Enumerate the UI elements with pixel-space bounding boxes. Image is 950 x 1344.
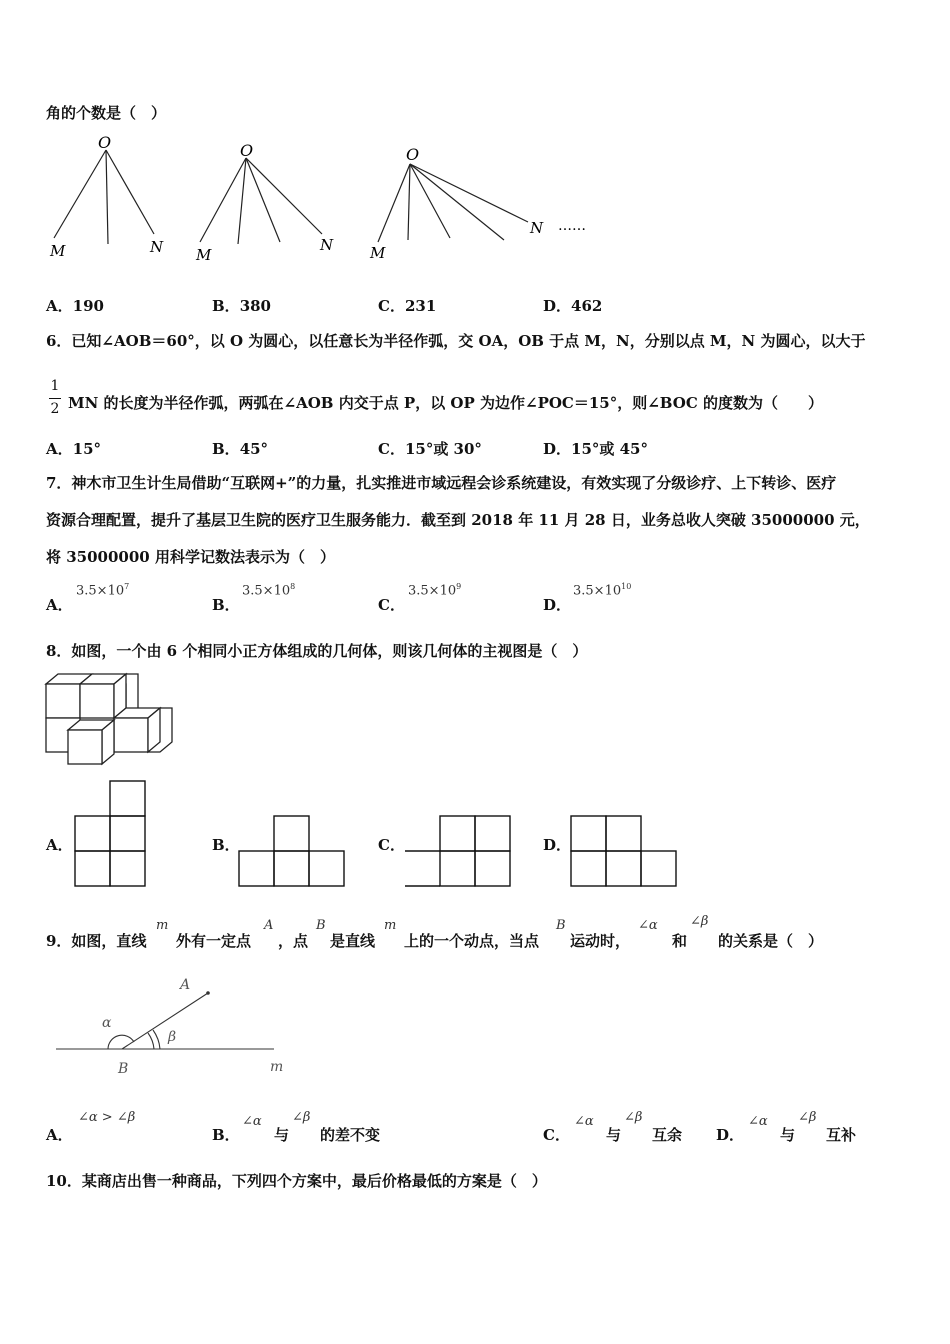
q7-option-d-value: $3.5\times 10^{10}$ — [573, 582, 632, 599]
q5-option-c: C．231 — [378, 297, 437, 315]
q5-fig1 — [54, 150, 154, 244]
q9-fig-label-b: B — [118, 1061, 129, 1077]
q5-fig1-o: O — [98, 133, 112, 152]
q9-option-c-mid: 与 — [606, 1126, 622, 1144]
q9-option-d-mid: 与 — [780, 1126, 796, 1144]
q9-option-d-expr2: ∠β — [798, 1110, 817, 1125]
q9-option-d-letter: D． — [716, 1126, 745, 1144]
q8-option-c-figure — [404, 815, 514, 889]
q9-stem-alpha: ∠α — [638, 918, 658, 933]
q8-option-d-letter: D． — [543, 836, 572, 854]
q5-fig2 — [200, 158, 322, 244]
q5-fig3-o: O — [406, 145, 420, 164]
q8-option-d-figure — [570, 815, 680, 889]
q7-option-d-letter: D． — [543, 596, 572, 614]
q6-fraction-numerator: 1 — [50, 378, 60, 394]
q8-option-b-figure — [238, 815, 348, 889]
q9-option-a-expr: ∠α > ∠β — [78, 1110, 136, 1125]
q8-cube-figure — [44, 672, 176, 768]
q6-option-c: C．15°或 30° — [378, 440, 482, 458]
q8-option-c-letter: C． — [378, 836, 405, 854]
q9-stem-p7: 和 — [672, 932, 688, 950]
q9-fig-label-alpha: α — [102, 1015, 112, 1031]
q9-option-d-text: 互补 — [826, 1126, 857, 1144]
q5-fig3-m: M — [370, 244, 386, 262]
q9-stem-m2: m — [384, 918, 397, 933]
q9-option-a-letter: A． — [46, 1126, 73, 1144]
q5-option-d: D．462 — [543, 297, 603, 315]
q9-stem-p2: 外有一定点 — [176, 932, 252, 950]
q9-stem-b2: B — [556, 918, 566, 933]
q7-option-b-letter: B． — [212, 596, 240, 614]
q6-option-a: A．15° — [46, 440, 102, 458]
q6-fraction-denominator: 2 — [50, 401, 60, 417]
q5-option-b: B．380 — [212, 297, 271, 315]
q9-option-b-mid: 与 — [274, 1126, 290, 1144]
q8-stem: 8．如图，一个由 6 个相同小正方体组成的几何体，则该几何体的主视图是（ ） — [46, 642, 588, 660]
q9-option-b-expr2: ∠β — [292, 1110, 311, 1125]
q9-stem-p5: 上的一个动点，当点 — [404, 932, 540, 950]
q9-option-b-text: 的差不变 — [320, 1126, 381, 1144]
q7-stem-line2: 资源合理配置，提升了基层卫生院的医疗卫生服务能力．截至到 2018 年 11 月 28 日，业务总收人突破 35000000 元， — [46, 511, 870, 529]
q5-fig1-n: N — [150, 238, 164, 256]
q10-stem: 10．某商店出售一种商品，下列四个方案中，最后价格最低的方案是（ ） — [46, 1172, 547, 1190]
q7-option-c-letter: C． — [378, 596, 405, 614]
q7-option-b-value: $3.5\times 10^8$ — [242, 582, 296, 599]
q5-option-a: A．190 — [46, 297, 104, 315]
q9-figure — [50, 975, 300, 1080]
q5-fig2-m: M — [196, 246, 212, 264]
q9-fig-label-a: A — [180, 977, 191, 993]
q9-stem-p3: ，点 — [278, 932, 309, 950]
q9-stem-a: A — [264, 918, 274, 933]
q9-stem-p1: 9．如图，直线 — [46, 932, 147, 950]
q7-option-c-value: $3.5\times 10^9$ — [408, 582, 462, 599]
q9-option-b-letter: B． — [212, 1126, 240, 1144]
q5-fig3-n: N — [530, 219, 544, 237]
q9-stem-p6: 运动时， — [570, 932, 631, 950]
q9-fig-label-beta: β — [168, 1029, 177, 1045]
q6-stem-line1: 6．已知∠AOB＝60°，以 O 为圆心，以任意长为半径作弧，交 OA，OB 于点 M，N，分别以点 M，N 为圆心，以大于 — [46, 332, 866, 350]
q9-option-c-expr2: ∠β — [624, 1110, 643, 1125]
q5-fig3 — [378, 164, 528, 242]
q9-stem-p8: 的关系是（ ） — [718, 932, 824, 950]
q6-option-b: B．45° — [212, 440, 269, 458]
q5-fig3-dots: …… — [558, 218, 586, 234]
q6-fraction-bar — [49, 398, 61, 399]
q5-fig1-m: M — [50, 242, 66, 260]
q8-option-a-figure — [74, 780, 148, 888]
q7-option-a-letter: A． — [46, 596, 73, 614]
q9-stem-b: B — [316, 918, 326, 933]
q5-figure — [40, 130, 620, 270]
q5-stem-tail: 角的个数是（ ） — [46, 104, 167, 122]
q6-option-d: D．15°或 45° — [543, 440, 648, 458]
q9-stem-m: m — [156, 918, 169, 933]
q7-stem-line3: 将 35000000 用科学记数法表示为（ ） — [46, 548, 335, 566]
q9-stem-p4: 是直线 — [330, 932, 376, 950]
q5-fig2-o: O — [240, 141, 254, 160]
q8-option-a-letter: A． — [46, 836, 73, 854]
q9-option-c-expr1: ∠α — [574, 1114, 594, 1129]
q9-option-c-text: 互余 — [652, 1126, 683, 1144]
q7-option-a-value: $3.5\times 10^7$ — [76, 582, 130, 599]
q5-fig2-n: N — [320, 236, 334, 254]
q9-stem-beta: ∠β — [690, 914, 709, 929]
q7-stem-line1: 7．神木市卫生计生局借助“互联网+”的力量，扎实推进市域远程会诊系统建设，有效实现了分级诊疗、上下转诊、医疗 — [46, 474, 837, 492]
q9-option-c-letter: C． — [543, 1126, 570, 1144]
q9-option-b-expr1: ∠α — [242, 1114, 262, 1129]
q6-stem-line2: MN 的长度为半径作弧，两弧在∠AOB 内交于点 P，以 OP 为边作∠POC＝15°，则∠BOC 的度数为（ ） — [68, 394, 823, 412]
q9-option-d-expr1: ∠α — [748, 1114, 768, 1129]
q8-option-b-letter: B． — [212, 836, 240, 854]
q9-fig-label-m: m — [270, 1059, 284, 1075]
